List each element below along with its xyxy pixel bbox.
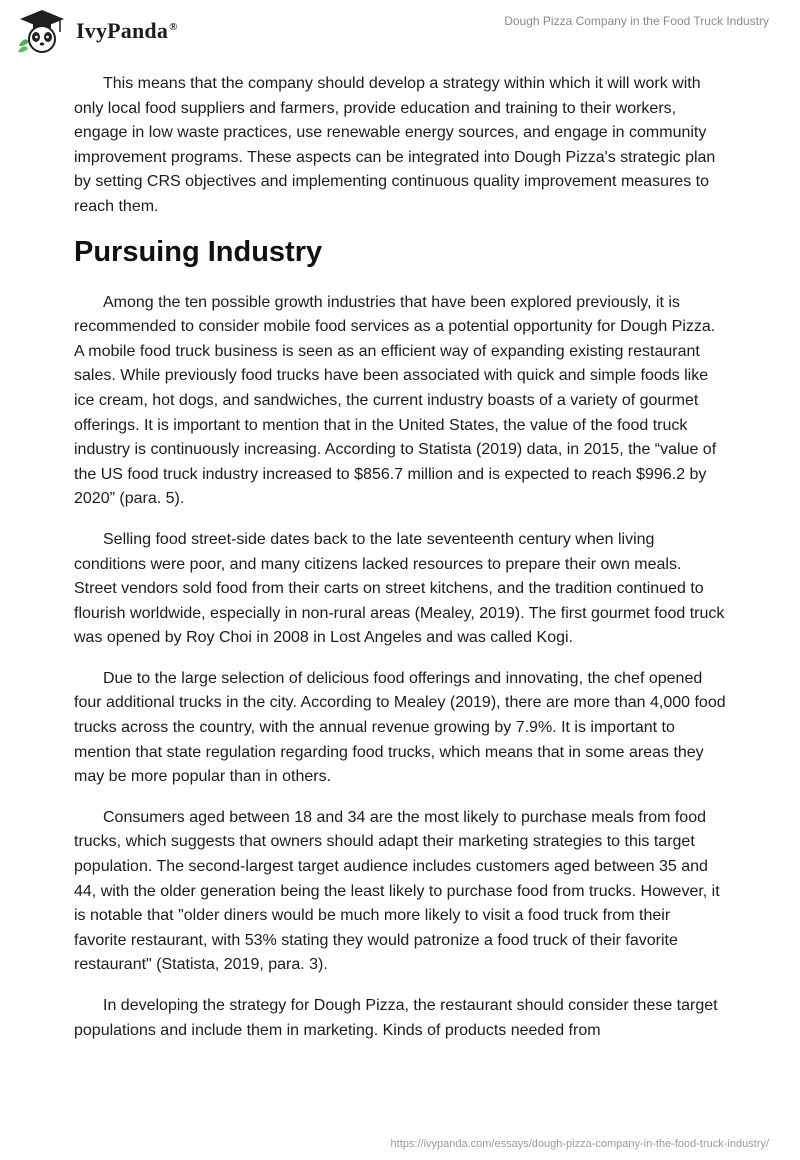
body-paragraph: Selling food street-side dates back to the late seventeenth century when living conditions were poor, and many citizens lacked resources to prepare their own meals. Street vendors sold food from their carts on street kitchens, and the tradition continued to flourish worldwide, especially in non-rural areas (Mealey, 2019). The first gourmet food truck was opened by Roy Choi in 2008 in Lost Angeles and was called Kogi. <box>74 530 725 647</box>
body-paragraph: Due to the large selection of delicious food offerings and innovating, the chef opened four additional trucks in the city. According to Mealey (2019), there are more than 4,000 food trucks across the country, with the annual revenue growing by 7.9%. It is important to mention that state regulation regarding food trucks, which means that in some areas they may be more popular than in others. <box>74 669 726 786</box>
panda-logo-icon <box>16 8 68 54</box>
essay-body <box>74 72 726 1059</box>
intro-paragraph: This means that the company should develop a strategy within which it will work with only local food suppliers and farmers, provide education and training to their workers, engage in low waste practices, use renewable energy sources, and engage in community improvement programs. These aspects can be integrated into Dough Pizza's strategic plan by setting CRS objectives and implementing continuous quality improvement measures to reach them. <box>74 75 716 215</box>
brand-text: IvyPanda <box>76 18 169 43</box>
ivypanda-logo[interactable] <box>16 8 178 54</box>
body-paragraph: Consumers aged between 18 and 34 are the most likely to purchase meals from food trucks, which suggests that owners should adapt their marketing strategies to this target population. The second-largest target audience includes customers aged between 35 and 44, with the older generation being the least likely to purchase food from trucks. However, it is notable that "older diners would be much more likely to visit a food truck from their favorite restaurant, with 53% stating they would patronize a food truck of their favorite restaurant" (Statista, 2019, para. 3). <box>74 808 720 974</box>
registered-mark: ® <box>169 20 178 33</box>
brand-name <box>76 18 178 44</box>
section-heading: Pursuing Industry <box>74 235 323 268</box>
source-url-link[interactable]: https://ivypanda.com/essays/dough-pizza-company-in-the-food-truck-industry/ <box>390 1138 769 1150</box>
document-title: Dough Pizza Company in the Food Truck Industry <box>504 14 769 28</box>
body-paragraph: In developing the strategy for Dough Pizza, the restaurant should consider these target populations and include them in marketing. Kinds of products needed from <box>74 997 718 1039</box>
body-paragraph: Among the ten possible growth industries that have been explored previously, it is recommended to consider mobile food services as a potential opportunity for Dough Pizza. A mobile food truck business is seen as an efficient way of expanding existing restaurant sales. While previously food trucks have been associated with quick and simple foods like ice cream, hot dogs, and sandwiches, the current industry boasts of a variety of gourmet offerings. It is important to mention that in the United States, the value of the food truck industry is continuously increasing. According to Statista (2019) data, in 2015, the “value of the US food truck industry increased to $856.7 million and is expected to reach $996.2 by 2020” (para. 5). <box>74 293 717 508</box>
